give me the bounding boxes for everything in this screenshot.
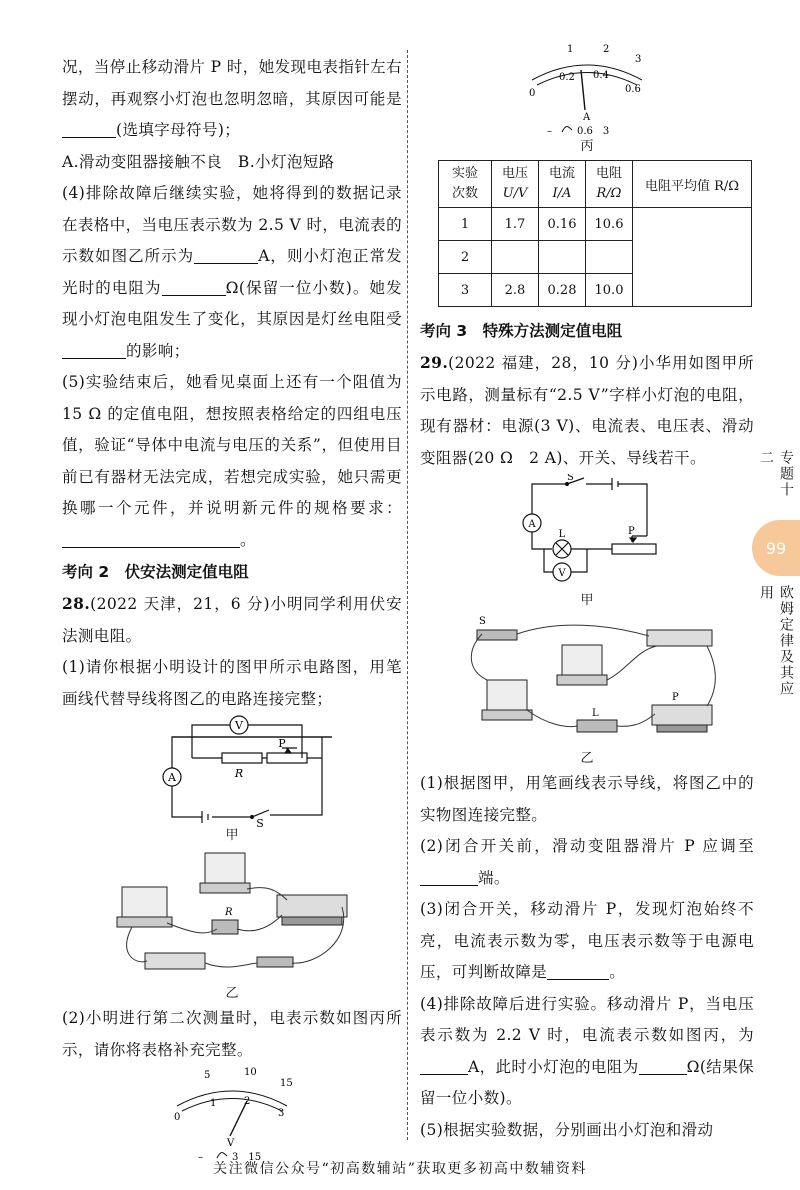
table-row: 3 2.8 0.28 10.0 [439,274,752,307]
svg-text:2: 2 [244,1096,251,1107]
question-29-2: (2)闭合开关前，滑动变阻器滑片 P 应调至端。 [420,837,754,887]
question-29-4: (4)排除故障后进行实验。移动滑片 P，当电压表示数为 2.2 V 时，电流表示数如图丙，为A，此时小灯泡的电阻为 Ω(结果保留一位小数)。 [420,994,755,1107]
switch-label: S [256,817,264,827]
svg-text:0: 0 [529,88,536,99]
circuit-diagram-jia [132,715,332,827]
question-29-3: (3)闭合开关，移动滑片 P，发现灯泡始终不亮，电流表示数为零，电压表示数等于电源电压，可判断故障是 。 [420,900,754,981]
chapter-title-tab: 欧姆定律及其应用 [758,585,794,697]
footer-note: 关注微信公众号“初高数辅站”获取更多初高中数辅资料 [213,1161,587,1177]
answer-blank[interactable] [420,1056,468,1075]
lamp-label: L [558,529,566,540]
paragraph: 况，当停止移动滑片 P 时，她发现电表指针左右摆动，再观察小灯泡也忽明忽暗，其原因可能是(选填字母符号)； [62,58,402,139]
options: A.滑动变阻器接触不良 B.小灯泡短路 [62,152,335,171]
section-heading-2: 考向 2 伏安法测定值电阻 [62,563,249,581]
table-row: 1 1.7 0.16 10.6 [439,208,752,241]
column-divider [407,50,408,1140]
right-column [420,40,754,1146]
svg-text:S: S [479,616,486,627]
svg-text:2: 2 [603,44,610,55]
svg-text:3: 3 [635,54,642,65]
figure-caption: 甲 [580,593,594,608]
answer-blank[interactable] [194,245,258,264]
answer-blank[interactable] [162,277,226,296]
svg-text:V: V [227,1138,235,1149]
svg-text:0.2: 0.2 [559,72,575,83]
answer-blank[interactable] [62,119,116,138]
figure-caption: 甲 [225,828,239,843]
circuit-diagram-jia-29 [512,474,662,592]
apparatus-figure-yi [107,845,357,985]
voltmeter-dial-bing [162,1066,302,1164]
svg-text:0.4: 0.4 [593,70,609,81]
table-header-cell: 电压 U/V [492,161,539,208]
switch-label: S [567,474,574,483]
svg-text:5: 5 [204,1070,211,1081]
table-header-row [439,161,752,208]
answer-blank[interactable] [62,529,240,548]
ammeter-label: A [528,519,536,530]
section-heading-3: 考向 3 特殊方法测定值电阻 [420,322,623,340]
question-29-5: (5)根据实验数据，分别画出小灯泡和滑动 [420,1120,714,1139]
ammeter-label: A [168,771,176,784]
svg-text:0: 0 [174,1112,181,1123]
svg-text:–: – [547,126,552,137]
question-28-2: (2)小明进行第二次测量时，电表示数如图丙所示，请你将表格补充完整。 [62,1009,402,1059]
table-header-cell: 电流 I/A [539,161,586,208]
answer-blank[interactable] [62,340,126,359]
table-header-cell: 电阻 R/Ω [586,161,633,208]
question-28-1: (1)请你根据小明设计的图甲所示电路图，用笔画线代替导线将图乙的电路连接完整； [62,658,402,708]
svg-text:3 15: 3 15 [232,1152,262,1163]
slider-label: P [628,526,635,537]
apparatus-figure-yi-29 [457,610,717,750]
table-header-cell: 实验 次数 [439,161,492,208]
question-28: 28.(2022 天津，21，6 分)小明同学利用伏安法测电阻。 [62,594,402,645]
slider-label: P [278,737,286,750]
answer-blank[interactable] [420,867,478,886]
svg-text:0.6: 0.6 [625,84,641,95]
resistor-label: R [234,767,244,780]
voltmeter-label: V [558,568,566,579]
svg-text:3: 3 [278,1108,285,1119]
left-column [62,52,402,1164]
voltmeter-label: V [235,719,243,732]
page-number: 99 [752,520,800,576]
question-29: 29.(2022 福建，28，10 分)小华用如图甲所示电路，测量标有“2.5 V”字样小灯泡的电阻，现有器材：电源(3 V)、电流表、电压表、滑动变阻器(20 Ω 2 A)、开关、导线若干。 [420,353,754,467]
table-header-cell: 电阻平均值 R/Ω [633,161,752,208]
svg-text:L: L [592,708,599,719]
table-row: 2 [439,241,752,274]
figure-caption: 丙 [580,139,594,154]
svg-text:A: A [583,112,591,123]
svg-text:1: 1 [210,1098,217,1109]
question-29-1: (1)根据图甲，用笔画线表示导线，将图乙中的实物图连接完整。 [420,774,754,824]
question-5: (5)实验结束后，她看见桌面上还有一个阻值为 15 Ω 的定值电阻，想按照表格给定的四组电压值，验证“导体中电流与电压的关系”，但使用目前已有器材无法完成，若想完成实验，她只需更换哪一个元件，并说明新元件的规格要求：。 [62,373,402,549]
figure-caption: 乙 [580,751,594,766]
svg-text:0.6 3: 0.6 3 [577,126,610,137]
svg-text:1: 1 [567,44,574,55]
resistor-label: R [225,907,233,918]
data-table [438,160,752,307]
answer-blank[interactable] [547,961,609,980]
svg-text:P: P [672,692,679,703]
svg-text:–: – [198,1152,203,1163]
question-4: (4)排除故障后继续实验，她将得到的数据记录在表格中，当电压表示数为 2.5 V 时，电流表的示数如图乙所示为 A，则小灯泡正常发光时的电阻为 Ω(保留一位小数)。她发现小灯泡电阻发生了变化，其原因是灯丝电阻受的影响； [62,184,402,360]
figure-caption: 乙 [225,986,239,1001]
svg-text:15: 15 [280,1078,293,1089]
svg-text:10: 10 [244,1067,257,1078]
ammeter-dial-bing [517,40,657,138]
topic-tab: 专题十二 [758,450,794,498]
average-cell [633,208,752,307]
answer-blank[interactable] [639,1056,687,1075]
